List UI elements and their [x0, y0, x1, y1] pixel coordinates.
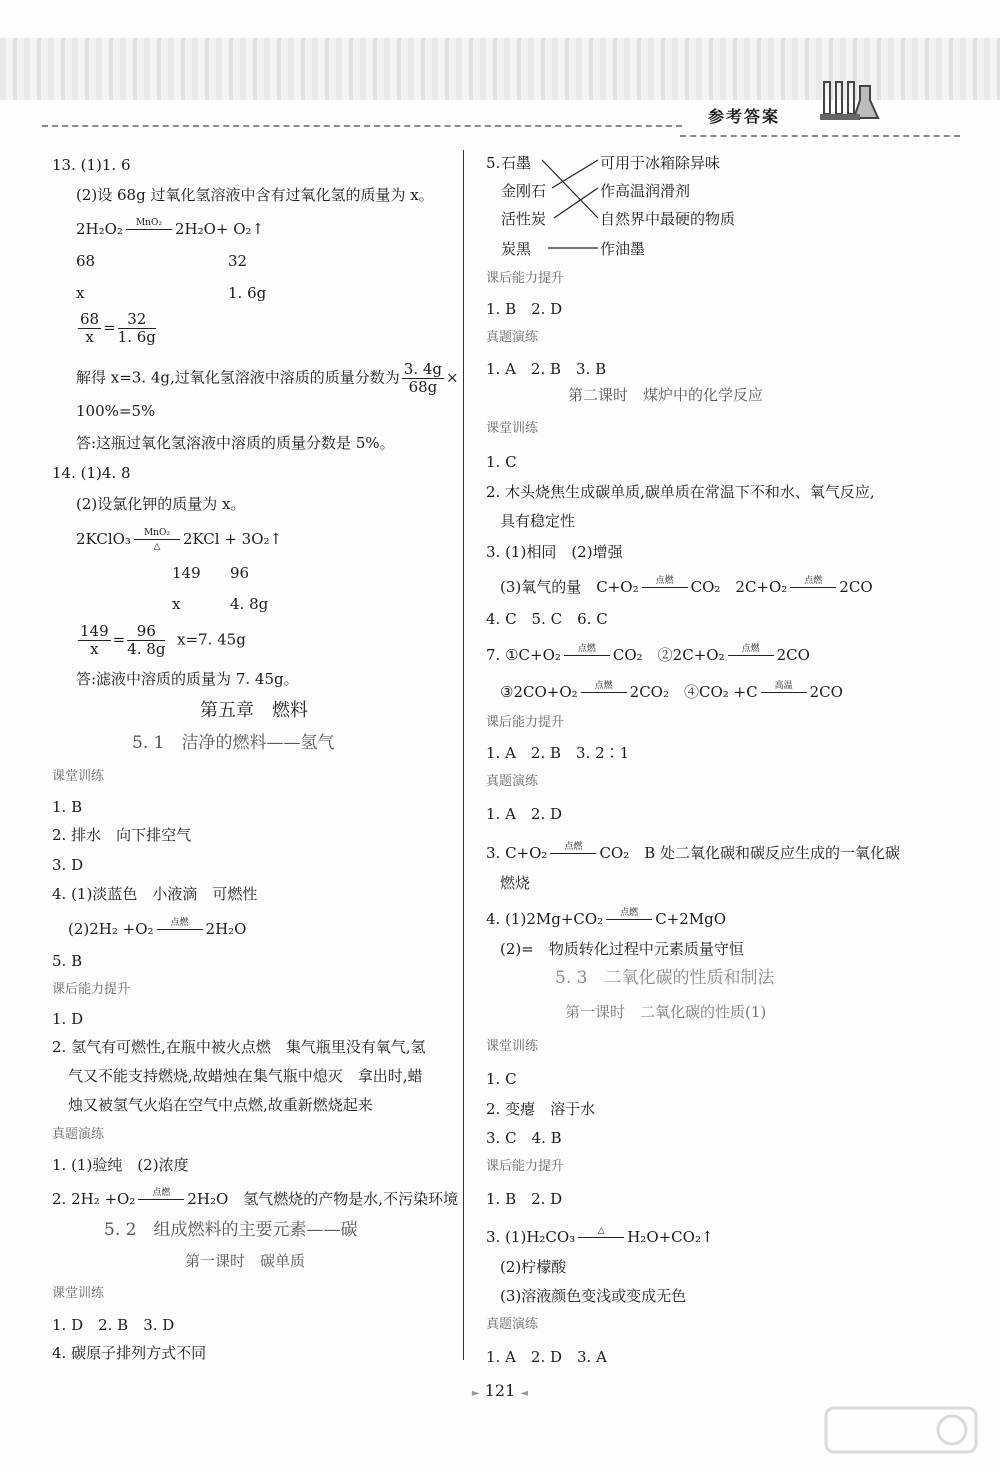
answer-line: 答:滤液中溶质的质量为 7. 45g。 [76, 670, 299, 688]
answer-line: (2)设 68g 过氧化氢溶液中含有过氧化氢的质量为 x。 [76, 186, 434, 204]
answer-line: 1. A 2. D [486, 805, 563, 823]
answer-line: 1. A 2. D 3. A [486, 1348, 607, 1366]
chemical-equation: ③2CO+O₂ 点燃 2CO₂ ④CO₂ +C 高温 2CO [500, 681, 843, 701]
match-right-item: 可用于冰箱除异味 [600, 154, 721, 172]
answer-line: 1. B [52, 798, 83, 816]
molar-mass: 68 [76, 252, 96, 270]
chemical-equation: 2. 2H₂ +O₂ 点燃 2H₂O 氢气燃烧的产物是水,不污染环境 [52, 1188, 459, 1208]
answer-line: 1. D [52, 1010, 84, 1028]
answer-line: 3. (1)相同 (2)增强 [486, 543, 623, 561]
subsection-label: 课后能力提升 [486, 1159, 565, 1174]
match-left-item: 金刚石 [501, 182, 547, 200]
subsection-label: 课堂训练 [486, 1039, 539, 1054]
section-title: 5. 3 二氧化碳的性质和制法 [555, 968, 775, 988]
subsection-label: 课后能力提升 [52, 982, 131, 997]
subsection-label: 课后能力提升 [486, 715, 565, 730]
answer-line: 14. (1)4. 8 [52, 464, 131, 482]
proportion: $\frac{68}{x}$ = $\frac{32}{1. 6g}$ [80, 310, 156, 346]
subsection-label: 课后能力提升 [486, 271, 565, 286]
subsection-label: 课堂训练 [52, 1286, 105, 1301]
answer-line: 1. C [486, 453, 517, 471]
answer-line: 燃烧 [500, 874, 531, 892]
subsection-label: 真题演练 [52, 1127, 105, 1142]
answer-line: (3)溶液颜色变浅或变成无色 [500, 1287, 687, 1305]
page-number: ► 121 ◄ [471, 1381, 529, 1400]
lesson-title: 第一课时 碳单质 [185, 1252, 306, 1270]
chemical-equation: 3. C+O₂ 点燃 CO₂ B 处二氧化碳和碳反应生成的一氧化碳 [486, 842, 901, 862]
answer-line: 2. 木头烧焦生成碳单质,碳单质在常温下不和水、氧气反应, [486, 483, 875, 501]
match-left-item: 炭黑 [501, 240, 532, 258]
variable: x [76, 284, 85, 302]
test-tube-icon [820, 76, 880, 126]
match-left-item: 石墨 [501, 154, 532, 172]
answer-line: 3. D [52, 856, 84, 874]
answer-line: 1. C [486, 1070, 517, 1088]
answer-line: 1. B 2. D [486, 300, 563, 318]
chemical-equation: 2KClO₃ MnO₂ △ 2KCl + 3O₂↑ [76, 528, 283, 552]
match-right-item: 作高温润滑剂 [600, 182, 691, 200]
answer-line: 2. 排水 向下排空气 [52, 826, 192, 844]
answer-line: 2. 氢气有可燃性,在瓶中被火点燃 集气瓶里没有氧气,氢 [52, 1038, 426, 1056]
question-number: 5. [486, 154, 501, 172]
answer-line: 1. (1)验纯 (2)浓度 [52, 1156, 189, 1174]
header-divider-right [680, 135, 960, 137]
answer-line: 1. A 2. B 3. 2∶1 [486, 744, 630, 762]
answer-line: 4. (1)淡蓝色 小液滴 可燃性 [52, 885, 258, 903]
answer-line: (2)设氯化钾的质量为 x。 [76, 495, 246, 513]
chapter-title: 第五章 燃料 [200, 700, 308, 721]
chemical-equation: (2)2H₂ +O₂ 点燃 2H₂O [68, 918, 247, 938]
column-divider [463, 150, 464, 1360]
answer-line: 1. D 2. B 3. D [52, 1316, 175, 1334]
answer-line: 答:这瓶过氧化氢溶液中溶质的质量分数是 5%。 [76, 434, 395, 452]
answer-line: 3. C 4. B [486, 1129, 562, 1147]
chemical-equation: 3. (1)H₂CO₃ △ H₂O+CO₂↑ [486, 1226, 714, 1246]
proportion: $\frac{149}{x}$ = $\frac{96}{4. 8g}$ x=7. 45g [80, 622, 246, 658]
molar-mass: 149 [172, 564, 201, 582]
answer-line: 4. C 5. C 6. C [486, 610, 608, 628]
chemical-equation: (3)氧气的量 C+O₂ 点燃 CO₂ 2C+O₂ 点燃 2CO [500, 576, 873, 596]
answer-line: 1. B 2. D [486, 1190, 563, 1208]
answer-line: 13. (1)1. 6 [52, 156, 131, 174]
header-title: 参考答案 [708, 107, 781, 126]
watermark-logo [822, 1400, 982, 1460]
subsection-label: 真题演练 [486, 774, 539, 789]
subsection-label: 真题演练 [486, 330, 539, 345]
answer-line: 2. 变瘪 溶于水 [486, 1100, 596, 1118]
variable: x [172, 595, 181, 613]
answer-line: 4. 碳原子排列方式不同 [52, 1344, 207, 1362]
answer-line: 气又不能支持燃烧,故蜡烛在集气瓶中熄灭 拿出时,蜡 [68, 1067, 423, 1085]
match-left-item: 活性炭 [501, 210, 547, 228]
header-divider [42, 125, 682, 127]
answer-line: (2)= 物质转化过程中元素质量守恒 [500, 940, 744, 958]
molar-mass: 96 [230, 564, 250, 582]
molar-mass: 32 [228, 252, 248, 270]
answer-line: (2)柠檬酸 [500, 1258, 567, 1276]
section-title: 5. 2 组成燃料的主要元素——碳 [104, 1220, 358, 1240]
chemical-equation: 2H₂O₂ MnO₂ 2H₂O+ O₂↑ [76, 218, 265, 238]
answer-line: 1. A 2. B 3. B [486, 360, 607, 378]
chemical-equation: 4. (1)2Mg+CO₂ 点燃 C+2MgO [486, 908, 727, 928]
mass-value: 4. 8g [230, 595, 269, 613]
answer-line: 解得 x=3. 4g,过氧化氢溶液中溶质的质量分数为 $\frac{3. 4g}{68g}$ × [76, 360, 459, 396]
lesson-title: 第二课时 煤炉中的化学反应 [568, 386, 764, 404]
matching-lines [540, 150, 602, 260]
lesson-title: 第一课时 二氧化碳的性质(1) [565, 1003, 767, 1021]
match-right-item: 作油墨 [600, 240, 646, 258]
subsection-label: 课堂训练 [52, 769, 105, 784]
chemical-equation: 7. ①C+O₂ 点燃 CO₂ ②2C+O₂ 点燃 2CO [486, 644, 810, 664]
mass-value: 1. 6g [228, 284, 267, 302]
answer-line: 烛又被氢气火焰在空气中点燃,故重新燃烧起来 [68, 1096, 373, 1114]
answer-line: 100%=5% [76, 402, 156, 420]
answer-line: 5. B [52, 952, 83, 970]
match-right-item: 自然界中最硬的物质 [600, 210, 736, 228]
section-title: 5. 1 洁净的燃料——氢气 [132, 733, 335, 753]
answer-line: 具有稳定性 [500, 512, 576, 530]
subsection-label: 真题演练 [486, 1317, 539, 1332]
subsection-label: 课堂训练 [486, 421, 539, 436]
